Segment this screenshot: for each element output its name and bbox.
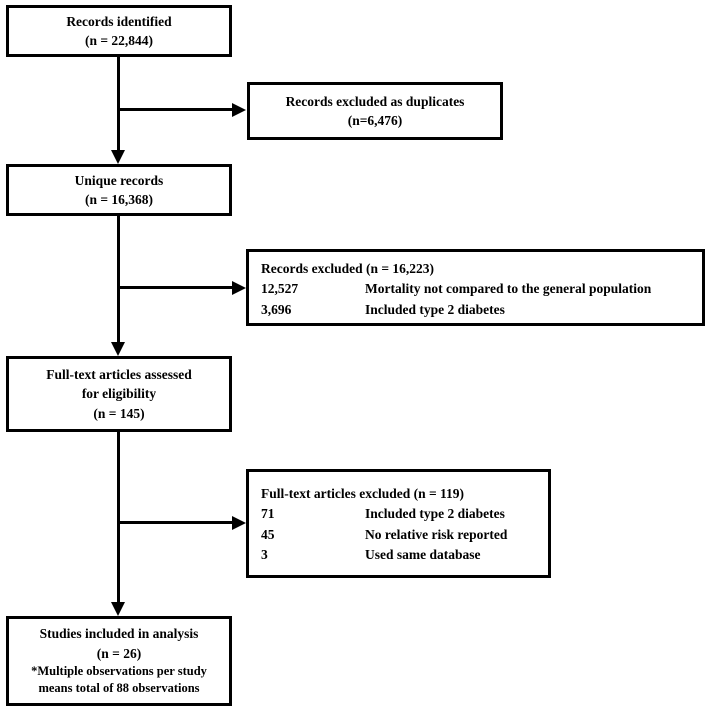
box-line: (n = 145) — [93, 405, 145, 421]
exclusion-row — [261, 300, 696, 320]
connector-line-vertical-1 — [117, 57, 120, 151]
exclusion-count: 3,696 — [261, 301, 292, 317]
connector-line-vertical-2 — [117, 216, 120, 343]
box-line: Records excluded as duplicates — [285, 93, 465, 109]
exclusion-row — [261, 504, 542, 524]
box-unique-records — [6, 164, 232, 216]
box-studies-included — [6, 616, 232, 706]
arrow-down-icon — [111, 602, 125, 616]
box-footnote: *Multiple observations per study — [31, 663, 207, 678]
exclusion-reason: No relative risk reported — [365, 526, 508, 542]
exclusion-count: 45 — [261, 526, 275, 542]
exclusion-row — [261, 545, 542, 565]
box-line: Studies included in analysis — [39, 626, 199, 642]
exclusion-row — [261, 525, 542, 545]
exclusion-reason: Included type 2 diabetes — [365, 506, 505, 522]
connector-line-horizontal-1 — [119, 108, 233, 111]
box-line: for eligibility — [81, 386, 157, 402]
box-line: Records identified — [66, 13, 172, 29]
exclusion-reason: Mortality not compared to the general population — [365, 281, 652, 297]
box-line: (n=6,476) — [347, 113, 403, 128]
arrow-right-icon — [232, 281, 246, 295]
exclusion-count: 12,527 — [261, 281, 299, 297]
box-line: Full-text articles assessed — [46, 366, 192, 382]
box-fulltext-excluded — [246, 469, 551, 578]
box-line: (n = 16,368) — [84, 192, 154, 207]
box-line: Unique records — [74, 172, 164, 188]
exclusion-count: 3 — [261, 546, 268, 562]
box-title: Full-text articles excluded (n = 119) — [261, 486, 465, 501]
box-line: (n = 22,844) — [84, 33, 154, 48]
box-footnote: means total of 88 observations — [38, 681, 200, 696]
arrow-down-icon — [111, 150, 125, 164]
box-duplicates-excluded — [247, 82, 503, 140]
box-records-identified — [6, 5, 232, 57]
box-fulltext-assessed — [6, 356, 232, 432]
connector-line-horizontal-3 — [119, 521, 233, 524]
exclusion-reason: Included type 2 diabetes — [365, 301, 505, 317]
box-line: (n = 26) — [96, 645, 142, 661]
exclusion-row — [261, 279, 696, 299]
box-records-excluded — [246, 249, 705, 326]
connector-line-horizontal-2 — [119, 286, 233, 289]
arrow-right-icon — [232, 516, 246, 530]
connector-line-vertical-3 — [117, 432, 120, 603]
arrow-down-icon — [111, 342, 125, 356]
arrow-right-icon — [232, 103, 246, 117]
exclusion-reason: Used same database — [365, 546, 481, 562]
box-title: Records excluded (n = 16,223) — [261, 261, 435, 276]
exclusion-count: 71 — [261, 506, 275, 522]
